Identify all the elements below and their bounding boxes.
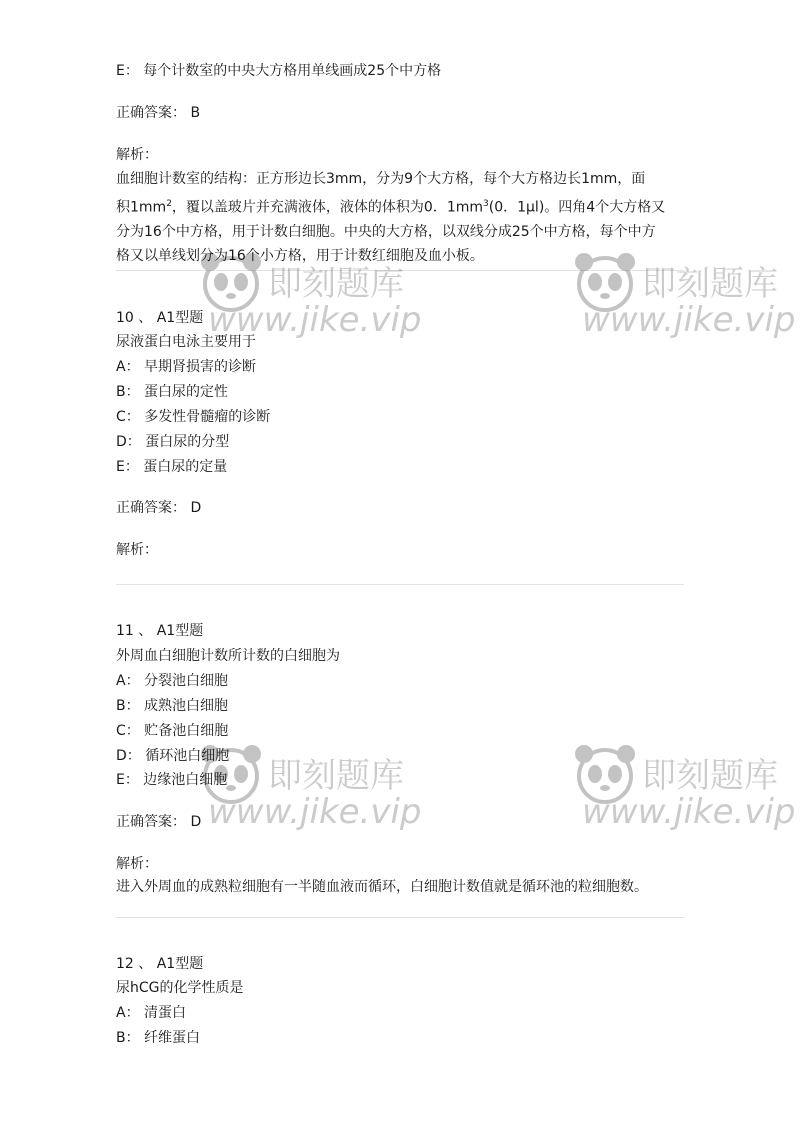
q11-option-d: D： 循环池白细胞 <box>116 748 230 764</box>
q10-option-d: D： 蛋白尿的分型 <box>116 434 230 450</box>
watermark-url: www.jike.vip <box>208 792 422 832</box>
watermark-brand: 即刻题库 <box>268 756 404 796</box>
panda-logo-icon <box>570 740 640 810</box>
q10-header: 10 、 A1型题 <box>116 310 204 326</box>
q11-option-a: A： 分裂池白细胞 <box>116 673 229 689</box>
divider <box>116 270 684 271</box>
q9-option-e: E： 每个计数室的中央大方格用单线画成25个中方格 <box>116 63 442 79</box>
q12-header: 12 、 A1型题 <box>116 956 204 972</box>
watermark <box>570 740 796 870</box>
q10-answer: 正确答案： D <box>116 500 202 516</box>
q10-option-b: B： 蛋白尿的定性 <box>116 384 229 400</box>
watermark-url: www.jike.vip <box>208 300 422 340</box>
q9-analysis-line: 格又以单线划分为16个小方格，用于计数红细胞及血小板。 <box>116 248 484 265</box>
q9-answer: 正确答案： B <box>116 105 201 121</box>
q9-analysis-line: 积$1mm^2$，覆以盖玻片并充满液体，液体的体积为0．$1mm^3(0$．1μl)。四角4个大方格又 <box>116 198 666 216</box>
q9-analysis-label: 解析： <box>116 147 158 163</box>
q9-analysis-line: 分为16个中方格，用于计数白细胞。中央的大方格，以双线分成25个中方格，每个中方 <box>116 223 656 240</box>
watermark-url: www.jike.vip <box>582 300 796 340</box>
q11-stem: 外周血白细胞计数所计数的白细胞为 <box>116 648 340 664</box>
q11-header: 11 、 A1型题 <box>116 623 204 639</box>
watermark-brand: 即刻题库 <box>268 264 404 304</box>
q9-analysis-line: 血细胞计数室的结构：正方形边长3mm，分为9个大方格，每个大方格边长1mm，面 <box>116 171 646 187</box>
q11-analysis: 进入外周血的成熟粒细胞有一半随血液而循环，白细胞计数值就是循环池的粒细胞数。 <box>116 879 648 895</box>
divider <box>116 917 684 918</box>
q12-option-b: B： 纤维蛋白 <box>116 1030 201 1046</box>
q10-analysis-label: 解析： <box>116 542 158 558</box>
q11-answer: 正确答案： D <box>116 814 202 830</box>
q11-analysis-label: 解析： <box>116 856 158 872</box>
q12-option-a: A： 清蛋白 <box>116 1005 187 1021</box>
q11-option-e: E： 边缘池白细胞 <box>116 772 228 788</box>
watermark-brand: 即刻题库 <box>642 756 778 796</box>
q9-analysis <box>116 167 690 269</box>
q11-option-c: C： 贮备池白细胞 <box>116 723 229 739</box>
divider <box>116 584 684 585</box>
q10-stem: 尿液蛋白电泳主要用于 <box>116 334 256 350</box>
watermark-brand: 即刻题库 <box>642 264 778 304</box>
watermark <box>196 740 456 870</box>
q10-option-a: A： 早期肾损害的诊断 <box>116 359 257 375</box>
q12-stem: 尿hCG的化学性质是 <box>116 980 244 996</box>
q10-option-c: C： 多发性骨髓瘤的诊断 <box>116 409 271 425</box>
q10-option-e: E： 蛋白尿的定量 <box>116 459 228 475</box>
watermark-url: www.jike.vip <box>582 792 796 832</box>
q11-option-b: B： 成熟池白细胞 <box>116 698 229 714</box>
